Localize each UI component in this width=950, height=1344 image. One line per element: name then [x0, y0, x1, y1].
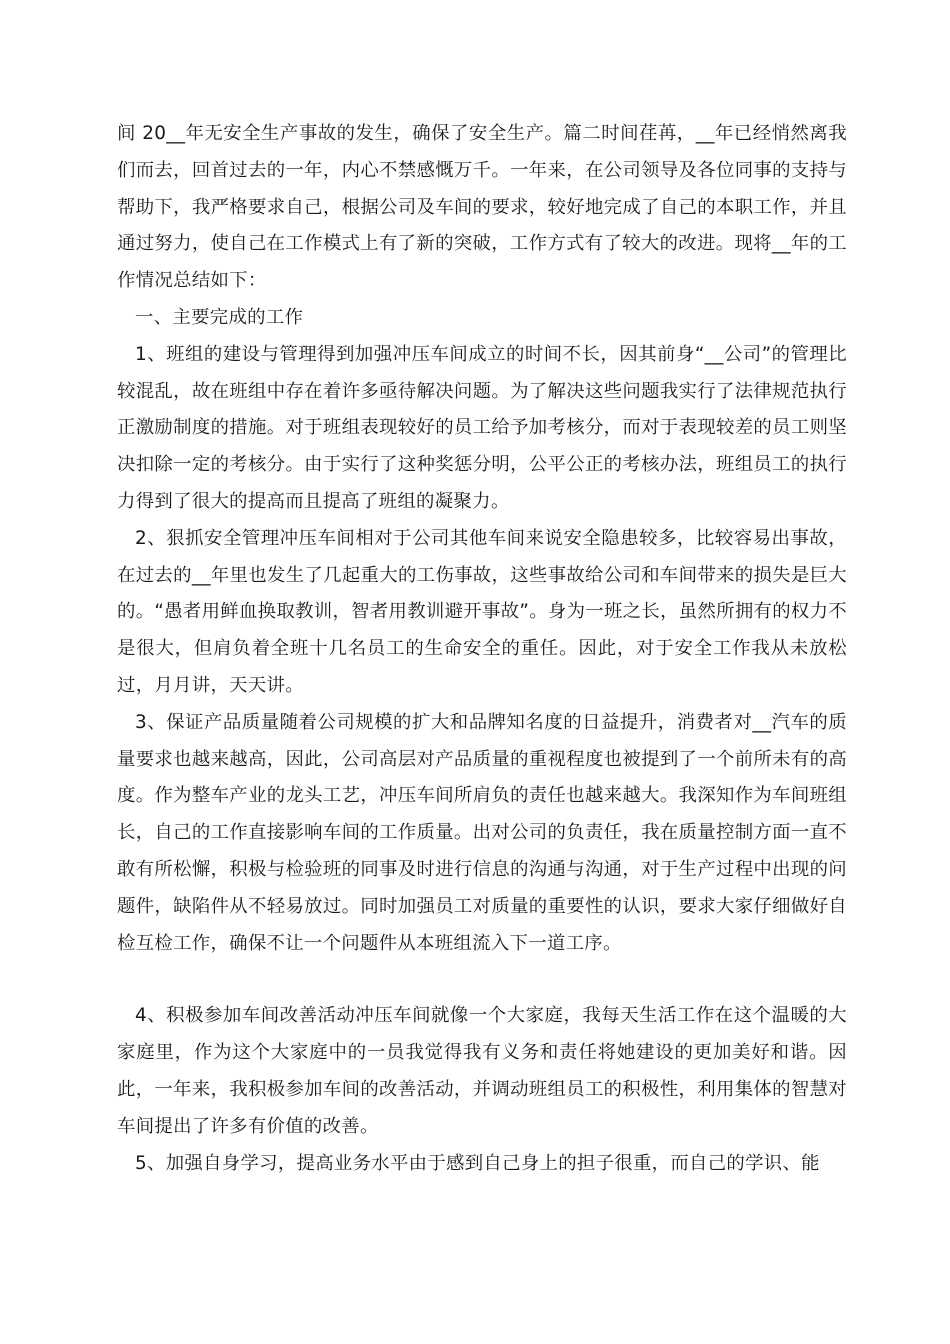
paragraph-intro: 间 20__年无安全生产事故的发生，确保了安全生产。篇二时间荏苒，__年已经悄然离我们而去，回首过去的一年，内心不禁感慨万千。一年来，在公司领导及各位同事的支持与帮助下，我严格要求自己，根据公司及车间的要求，较好地完成了自己的本职工作，并且通过努力，使自己在工作模式上有了新的突破，工作方式有了较大的改进。现将__年的工作情况总结如下： — [117, 123, 847, 292]
paragraph-item-5: 5、加强自身学习，提高业务水平由于感到自己身上的担子很重，而自己的学识、能 — [135, 1152, 820, 1174]
paragraph-item-3: 3、保证产品质量随着公司规模的扩大和品牌知名度的日益提升，消费者对__汽车的质量要求也越来越高，因此，公司高层对产品质量的重视程度也被提到了一个前所未有的高度。作为整车产业的龙头工艺，冲压车间所肩负的责任也越来越大。我深知作为车间班组长，自己的工作直接影响车间的工作质量。出对公司的负责任，我在质量控制方面一直不敢有所松懈，积极与检验班的同事及时进行信息的沟通与沟通，对于生产过程中出现的问题件，缺陷件从不轻易放过。同时加强员工对质量的重要性的认识，要求大家仔细做好自检互检工作，确保不让一个问题件从本班组流入下一道工序。 — [117, 711, 847, 954]
paragraph-item-1: 1、班组的建设与管理得到加强冲压车间成立的时间不长，因其前身“__公司”的管理比较混乱，故在班组中存在着许多亟待解决问题。为了解决这些问题我实行了法律规范执行正激励制度的措施。对于班组表现较好的员工给予加考核分，而对于表现较差的员工则坚决扣除一定的考核分。由于实行了这种奖惩分明，公平公正的考核办法，班组员工的执行力得到了很大的提高而且提高了班组的凝聚力。 — [117, 343, 847, 512]
paragraph-item-4: 4、积极参加车间改善活动冲压车间就像一个大家庭，我每天生活工作在这个温暖的大家庭里，作为这个大家庭中的一员我觉得我有义务和责任将她建设的更加美好和谐。因此，一年来，我积极参加车间的改善活动，并调动班组员工的积极性，利用集体的智慧对车间提出了许多有价值的改善。 — [117, 1005, 847, 1137]
section-heading: 一、主要完成的工作 — [135, 306, 304, 328]
document-body — [117, 116, 847, 1182]
paragraph-item-2: 2、狠抓安全管理冲压车间相对于公司其他车间来说安全隐患较多，比较容易出事故，在过去的__年里也发生了几起重大的工伤事故，这些事故给公司和车间带来的损失是巨大的。“愚者用鲜血换取教训，智者用教训避开事故”。身为一班之长，虽然所拥有的权力不是很大，但肩负着全班十几名员工的生命安全的重任。因此，对于安全工作我从未放松过，月月讲，天天讲。 — [117, 527, 847, 696]
